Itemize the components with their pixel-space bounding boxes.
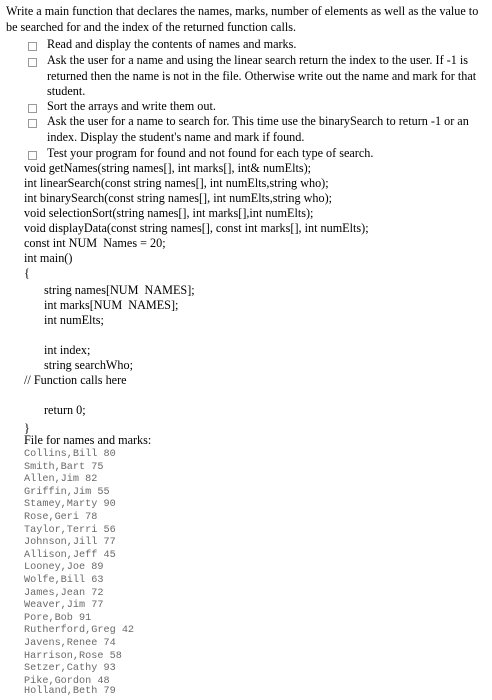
code-line: void getNames(string names[], int marks[], int& numElts); <box>24 161 312 175</box>
file-line: Rose,Geri 78 <box>24 512 98 523</box>
file-line: Stamey,Marty 90 <box>24 499 116 511</box>
code-line: int linearSearch(const string names[], int numElts,string who); <box>24 176 329 190</box>
file-line: James,Jean 72 <box>24 587 104 599</box>
file-line: Allen,Jim 82 <box>24 474 98 486</box>
file-line: Collins,Bill 80 <box>24 449 116 460</box>
file-line: Johnson,Jill 77 <box>24 537 116 549</box>
code-line: return 0; <box>44 403 86 417</box>
code-line: string names[NUM NAMES]; <box>44 283 195 297</box>
task-item: Ask the user for a name and using the linear search return the index to the user. If -1 is returned then the name is not in the file. Otherwise write out the name and mark for that student. <box>47 53 477 98</box>
code-line: // Function calls here <box>24 373 127 387</box>
file-line: Smith,Bart 75 <box>24 461 104 473</box>
code-line: void selectionSort(string names[], int marks[],int numElts); <box>24 206 314 220</box>
code-line: void displayData(const string names[], const int marks[], int numElts); <box>24 221 369 235</box>
file-label: File for names and marks: <box>24 433 152 447</box>
file-line: Holland,Beth 79 <box>24 686 116 697</box>
code-line: string searchWho; <box>44 358 134 372</box>
code-line: int marks[NUM NAMES]; <box>44 298 179 312</box>
code-line: int index; <box>44 343 91 357</box>
code-line: } <box>24 421 30 435</box>
code-line: int numElts; <box>44 313 104 327</box>
checkbox-icon <box>28 58 37 67</box>
file-line: Weaver,Jim 77 <box>24 600 104 612</box>
task-item: Test your program for found and not found for each type of search. <box>47 146 374 160</box>
file-line: Taylor,Terri 56 <box>24 524 116 536</box>
file-line: Looney,Joe 89 <box>24 562 104 574</box>
file-line: Rutherford,Greg 42 <box>24 625 135 637</box>
file-line: Allison,Jeff 45 <box>24 549 116 561</box>
task-item: Sort the arrays and write them out. <box>47 99 216 113</box>
file-line: Pike,Gordon 48 <box>24 675 110 687</box>
file-line: Griffin,Jim 55 <box>24 486 110 498</box>
code-line: int main() <box>24 251 73 265</box>
checkbox-icon <box>28 151 37 160</box>
intro-paragraph: Write a main function that declares the names, marks, number of elements as well as the value to be searched for and the index of the returned function calls. <box>6 4 479 34</box>
code-line: const int NUM Names = 20; <box>24 236 166 250</box>
file-line: Javens,Renee 74 <box>24 638 116 649</box>
checkbox-icon <box>28 42 37 51</box>
task-item: Ask the user for a name to search for. This time use the binarySearch to return -1 or an index. Display the student's name and mark if found. <box>47 114 469 144</box>
code-line: { <box>24 266 30 280</box>
checkbox-icon <box>28 104 37 113</box>
file-line: Pore,Bob 91 <box>24 612 92 624</box>
file-line: Wolfe,Bill 63 <box>24 575 104 586</box>
file-line: Setzer,Cathy 93 <box>24 663 116 675</box>
checkbox-icon <box>28 119 37 128</box>
code-line: int binarySearch(const string names[], int numElts,string who); <box>24 191 333 205</box>
file-line: Harrison,Rose 58 <box>24 650 122 662</box>
task-item: Read and display the contents of names and marks. <box>47 37 297 51</box>
